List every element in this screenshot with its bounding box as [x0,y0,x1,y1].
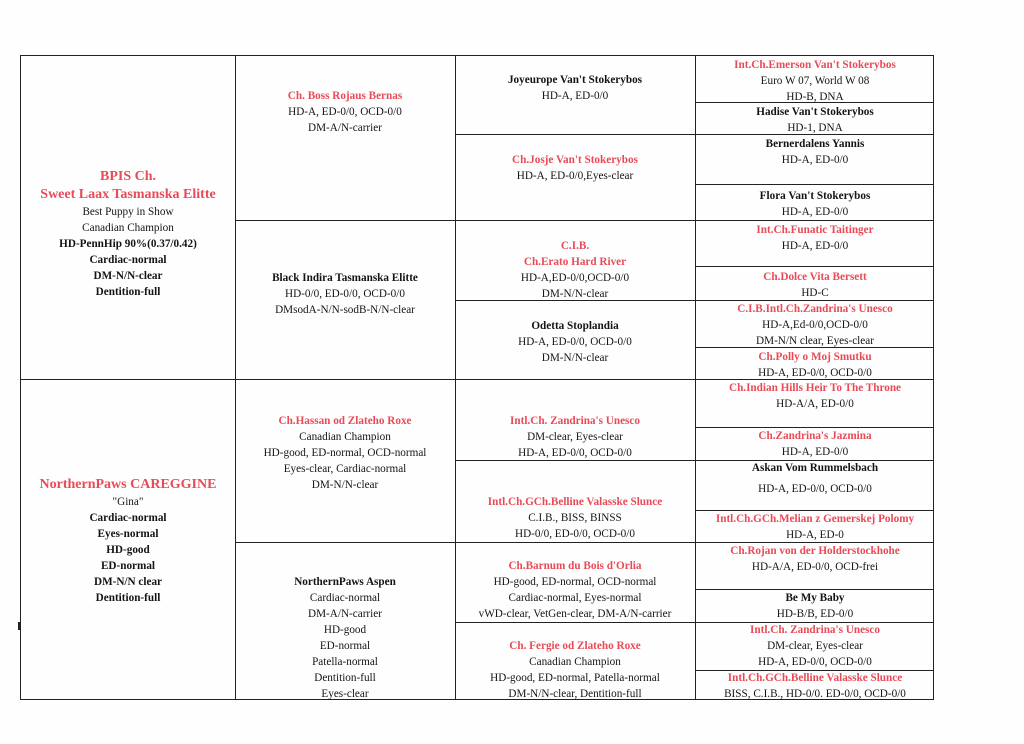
dog-detail: ED-normal [319,640,371,652]
grandparent-cell [235,574,455,702]
ancestor-cell [695,269,935,301]
dog-name: Int.Ch.Funatic Taitinger [756,224,874,236]
dam-health-line: Eyes-normal [97,528,159,540]
sire-health-line: Cardiac-normal [89,254,167,266]
grandparent-cell [235,88,455,136]
dog-name: Ch.Josje Van't Stokerybos [512,154,638,166]
ancestor-cell [695,670,935,702]
dog-detail: HD-B, DNA [786,91,844,103]
dog-detail: HD-good, ED-normal, OCD-normal [263,447,427,459]
dam-cell [21,476,235,606]
pedigree-table [20,55,934,700]
dog-name: Be My Baby [785,592,845,604]
sire-cell [21,168,235,300]
ancestor-cell [695,622,935,670]
dog-detail: HD-good, ED-normal, Patella-normal [490,672,660,684]
great-grandparent-cell [455,413,695,461]
dog-detail: HD-A, ED-0 [786,529,844,541]
ancestor-cell [695,380,935,412]
dog-name: Intl.Ch. Zandrina's Unesco [510,415,640,427]
row-divider [695,266,933,267]
sire-health-line: HD-PennHip 90%(0.37/0.42) [59,238,197,250]
dog-detail: Eyes-clear [321,688,369,700]
ancestor-cell [695,349,935,381]
ancestor-cell [695,460,935,497]
dog-detail: HD-good, ED-normal, OCD-normal [493,576,657,588]
dog-name: Ch. Fergie od Zlateho Roxe [509,640,641,652]
dam-health-line: DM-N/N clear [93,576,163,588]
dog-detail: Cardiac-normal, Eyes-normal [508,592,642,604]
dog-detail: DM-N/N-clear [311,479,379,491]
dog-detail: HD-A, ED-0/0, OCD-0/0 [518,447,632,459]
great-grandparent-cell [455,318,695,366]
dog-name: Ch.Erato Hard River [523,256,627,268]
ancestor-cell [695,57,935,105]
dog-name: Ch.Barnum du Bois d'Orlia [508,560,642,572]
dog-name: Ch. Boss Rojaus Bernas [287,90,403,102]
dog-name: Ch.Dolce Vita Bersett [763,271,867,283]
dam-line: "Gina" [112,496,144,508]
dog-detail: BISS, C.I.B., HD-0/0. ED-0/0, OCD-0/0 [724,688,906,700]
dog-detail: DM-N/N-clear [541,352,609,364]
dog-detail: HD-A/A, ED-0/0 [776,398,854,410]
dog-detail: Canadian Champion [529,656,621,668]
dog-detail: vWD-clear, VetGen-clear, DM-A/N-carrier [478,608,672,620]
dog-detail: DM-N/N clear, Eyes-clear [756,335,874,347]
row-divider [695,184,933,185]
dog-detail: HD-C [801,287,829,299]
dog-detail: DM-clear, Eyes-clear [767,640,863,652]
ancestor-cell [695,188,935,220]
sire-line: Canadian Champion [82,222,174,234]
dog-name: Odetta Stoplandia [531,320,619,332]
sire-health-line: DM-N/N-clear [93,270,163,282]
dog-name: Intl.Ch. Zandrina's Unesco [750,624,880,636]
dog-detail: HD-A,ED-0/0,OCD-0/0 [520,272,630,284]
dog-detail: Eyes-clear, Cardiac-normal [283,463,407,475]
dam-health-line: HD-good [106,544,150,556]
row-divider [235,220,933,221]
dog-name: Intl.Ch.GCh.Melian z Gemerskej Polomy [715,513,915,525]
dog-detail: HD-0/0, ED-0/0, OCD-0/0 [285,288,405,300]
dog-detail: Cardiac-normal [309,592,381,604]
grandparent-cell [235,413,455,493]
great-grandparent-cell [455,152,695,184]
sire-name: Sweet Laax Tasmanska Elitte [40,187,216,202]
grandparent-cell [235,270,455,318]
sire-line: Best Puppy in Show [82,206,174,218]
ancestor-cell [695,511,935,543]
dog-detail: DM-A/N-carrier [308,608,382,620]
dog-title: C.I.B. [560,240,590,252]
dog-detail: HD-A, ED-0/0, OCD-0/0 [758,656,872,668]
great-grandparent-cell [455,238,695,302]
dog-name: Int.Ch.Emerson Van't Stokerybos [734,59,896,71]
dog-detail: DM-N/N-clear, Dentition-full [508,688,642,700]
great-grandparent-cell [455,558,695,622]
dog-detail: HD-good [323,624,367,636]
great-grandparent-cell [455,72,695,104]
dog-name: Askan Vom Rummelsbach [751,462,879,474]
great-grandparent-cell [455,494,695,542]
dog-detail: HD-A, ED-0/0, OCD-0/0 [758,367,872,379]
dog-detail: HD-A, ED-0/0 [541,90,609,102]
dog-detail: HD-A/A, ED-0/0, OCD-frei [751,561,879,573]
dog-name: Ch.Rojan von der Holderstockhohe [730,545,900,557]
dog-detail: HD-A, ED-0/0, OCD-0/0 [518,336,632,348]
dog-detail: HD-A, ED-0/0 [781,206,849,218]
ancestor-cell [695,301,935,349]
dog-detail: HD-1, DNA [787,122,843,134]
sire-health-line: Dentition-full [95,286,161,298]
dog-detail: Patella-normal [312,656,378,668]
dog-detail: DM-A/N-carrier [308,122,382,134]
ancestor-cell [695,428,935,460]
dog-name: Intl.Ch.GCh.Belline Valasske Slunce [487,496,663,508]
ancestor-cell [695,104,935,136]
dog-detail: Canadian Champion [299,431,391,443]
ancestor-cell [695,136,935,168]
dog-detail: DM-clear, Eyes-clear [527,431,623,443]
dog-detail: HD-0/0, ED-0/0, OCD-0/0 [515,528,635,540]
ancestor-cell [695,590,935,622]
dog-name: Ch.Polly o Moj Smutku [758,351,872,363]
dog-name: Joyeurope Van't Stokerybos [507,74,643,86]
dog-detail: DMsodA-N/N-sodB-N/N-clear [275,304,415,316]
dog-detail: HD-A, ED-0/0 [781,446,849,458]
dam-health-line: Dentition-full [95,592,161,604]
great-grandparent-cell [455,638,695,702]
dog-detail: DM-N/N-clear [541,288,609,300]
sire-title: BPIS Ch. [99,169,157,184]
dog-detail: HD-A, ED-0/0 [781,154,849,166]
dog-name: Ch.Hassan od Zlateho Roxe [278,415,412,427]
dog-name: C.I.B.Intl.Ch.Zandrina's Unesco [737,303,893,315]
dog-name: Bernerdalens Yannis [765,138,865,150]
dam-health-line: Cardiac-normal [89,512,167,524]
dog-detail: Euro W 07, World W 08 [760,75,870,87]
dog-detail: HD-A, ED-0/0,Eyes-clear [516,170,634,182]
ancestor-cell [695,222,935,254]
ancestor-cell [695,543,935,575]
dam-name: NorthernPaws CAREGGINE [39,477,217,492]
dog-detail: HD-A, ED-0/0, OCD-0/0 [288,106,402,118]
dog-name: Ch.Zandrina's Jazmina [758,430,872,442]
dam-health-line: ED-normal [100,560,156,572]
dog-name: NorthernPaws Aspen [294,576,396,588]
dog-name: Black Indira Tasmanska Elitte [272,272,418,284]
dog-detail: HD-B/B, ED-0/0 [776,608,854,620]
dog-detail: Dentition-full [314,672,376,684]
dog-name: Hadise Van't Stokerybos [756,106,874,118]
dog-name: Ch.Indian Hills Heir To The Throne [728,382,902,394]
dog-name: Flora Van't Stokerybos [759,190,871,202]
dog-name: Intl.Ch.GCh.Belline Valasske Slunce [727,672,903,684]
dog-detail: C.I.B., BISS, BINSS [528,512,622,524]
dog-detail: HD-A, ED-0/0 [781,240,849,252]
dog-detail: HD-A, ED-0/0, OCD-0/0 [758,483,872,495]
dog-detail: HD-A,Ed-0/0,OCD-0/0 [762,319,868,331]
